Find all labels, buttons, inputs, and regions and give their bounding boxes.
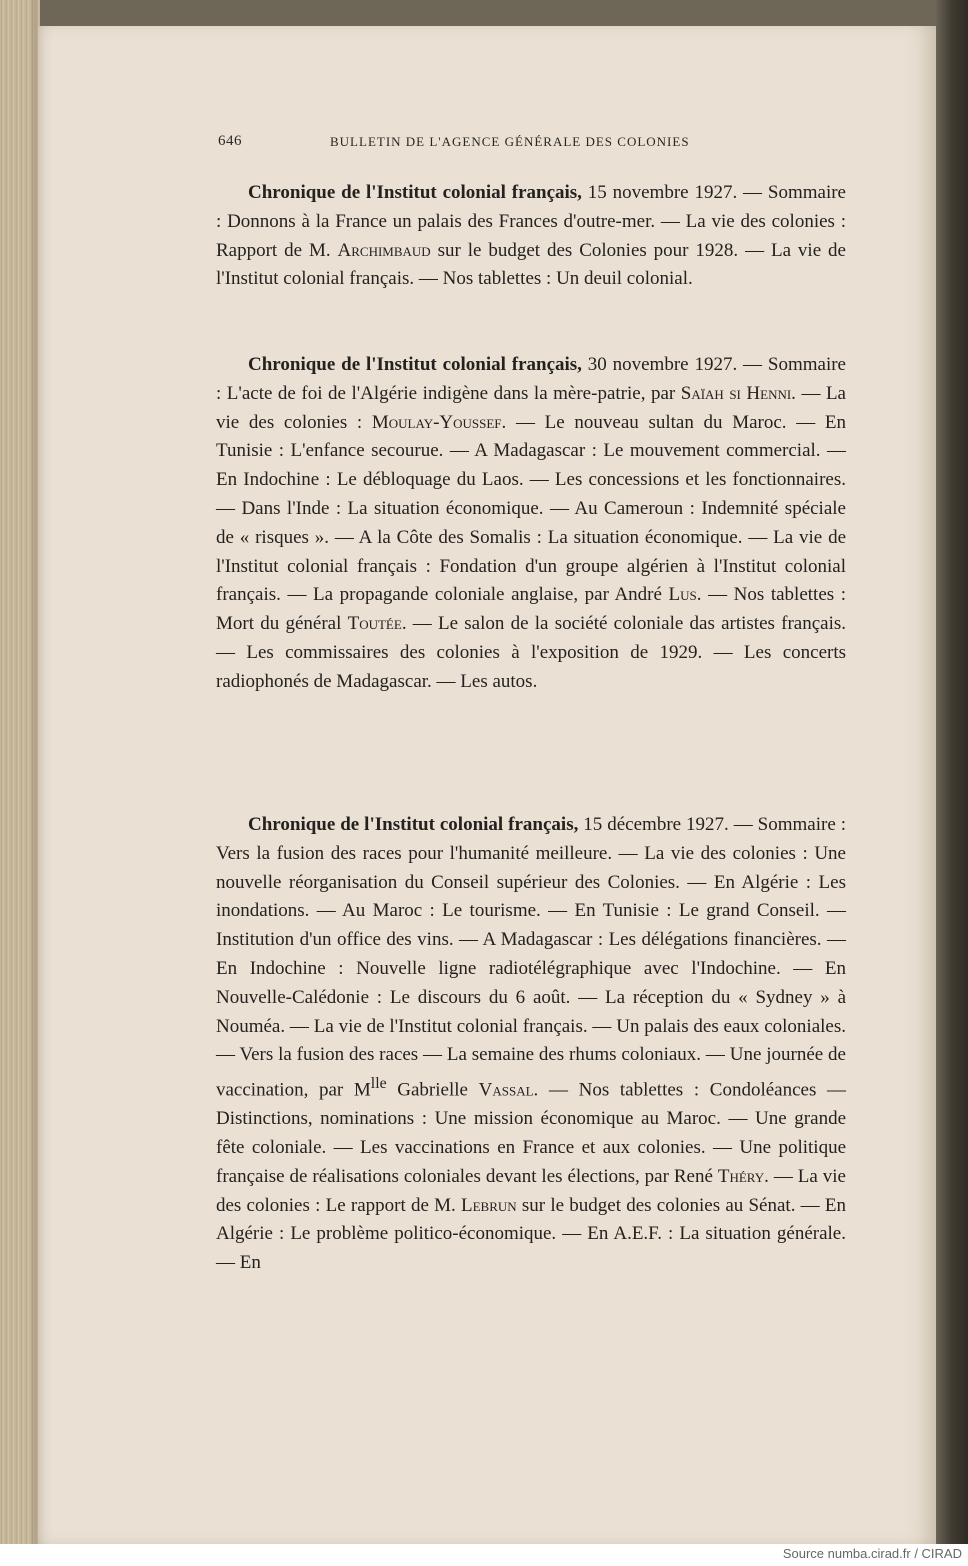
entry-15-decembre-1927 <box>216 811 846 1278</box>
entry-text: . — Nos tablettes : Mort du général <box>216 584 846 635</box>
person-name: Moulay-Youssef <box>371 411 502 433</box>
entry-text: 15 décembre 1927. — Sommaire : Vers la fusion des races pour l'humanité meilleure. — La vie des colonies : Une nouvelle réorganisation du Conseil supérieur des Colonies. — En Algérie : Les inondations. — Au Maroc : Le tourisme. — En Tunisie : Le grand Conseil. — Institution d'un office des vins. — A Madagascar : Les délégations financières. — En Indochine : Nouvelle ligne radiotélégraphique avec l'Indochine. — En Nouvelle-Calédonie : Le discours du 6 août. — La réception du « Sydney » à Nouméa. — La vie de l'Institut colonial français. — Un palais des eaux coloniales. — Vers la fusion des races — La semaine des rhums coloniaux. — Une journée de vaccination, par M <box>216 814 846 1101</box>
entry-paragraph <box>216 351 846 697</box>
entry-text: sur le budget des colonies au Sénat. — En Algérie : Le problème politico-économique. — En A.E.F. : La situation générale. — En <box>216 1194 847 1274</box>
author-name: Vassal <box>478 1079 534 1101</box>
page-number: 646 <box>218 133 242 149</box>
entry-heading: Chronique de l'Institut colonial français, <box>248 814 579 835</box>
person-name: Lebrun <box>461 1194 517 1216</box>
entry-text: 30 novembre 1927. — Sommaire : L'acte de foi de l'Algérie indigène dans la mère-patrie, par <box>216 354 846 404</box>
author-name: Archimbaud <box>337 239 431 261</box>
entry-text: . — Le nouveau sultan du Maroc. — En Tunisie : L'enfance secourue. — A Madagascar : Le mouvement commercial. — En Indochine : Le débloquage du Laos. — Les concessions et les fonctionnaires. — Dans l'Inde : La situation économique. — Au Cameroun : Indemnité spéciale de « risques ». — A la Côte des Somalis : La situation économique. — La vie de l'Institut colonial français : Fondation d'un groupe algérien à l'Institut colonial français. — La propagande coloniale anglaise, par André <box>216 411 847 606</box>
title-abbreviation: lle <box>370 1075 387 1093</box>
entry-30-novembre-1927 <box>216 351 846 697</box>
running-title: BULLETIN DE L'AGENCE GÉNÉRALE DES COLONIES <box>330 134 690 149</box>
entry-paragraph <box>216 811 846 1278</box>
author-name: Lus <box>668 584 697 606</box>
entry-text: Gabrielle <box>386 1079 479 1101</box>
stacked-page-edges <box>0 0 40 1544</box>
author-name: Saïah si Henni <box>680 382 792 404</box>
entry-text: sur le budget des Colonies pour 1928. — La vie de l'Institut colonial français. — Nos tablettes : Un deuil colonial. <box>216 239 846 290</box>
entry-heading: Chronique de l'Institut colonial français, <box>248 354 582 375</box>
entry-heading: Chronique de l'Institut colonial français, <box>248 182 582 203</box>
entry-text: . — Le salon de la société coloniale das artistes français. — Les commissaires des colonies à l'exposition de 1929. — Les concerts radiophonés de Madagascar. — Les autos. <box>216 613 847 692</box>
author-name: Théry <box>717 1165 765 1187</box>
entry-text: 15 novembre 1927. — Sommaire : Donnons à la France un palais des Frances d'outre-mer. — La vie des colonies : Rapport de M. <box>216 182 846 261</box>
book-binding-shadow <box>936 0 968 1544</box>
entry-paragraph <box>216 179 846 294</box>
entry-text: . — Nos tablettes : Condoléances — Distinctions, nominations : Une mission économique au Maroc. — Une grande fête coloniale. — Les vaccinations en France et aux colonies. — Une politique française de réalisations coloniales devant les élections, par René <box>216 1079 846 1187</box>
person-name: Toutée <box>347 613 402 635</box>
entry-15-novembre-1927 <box>216 179 846 294</box>
entry-text: . — La vie des colonies : Le rapport de M. <box>216 1165 846 1216</box>
entry-text: . — La vie des colonies : <box>216 382 846 433</box>
source-credit: Source numba.cirad.fr / CIRAD <box>782 1546 962 1561</box>
